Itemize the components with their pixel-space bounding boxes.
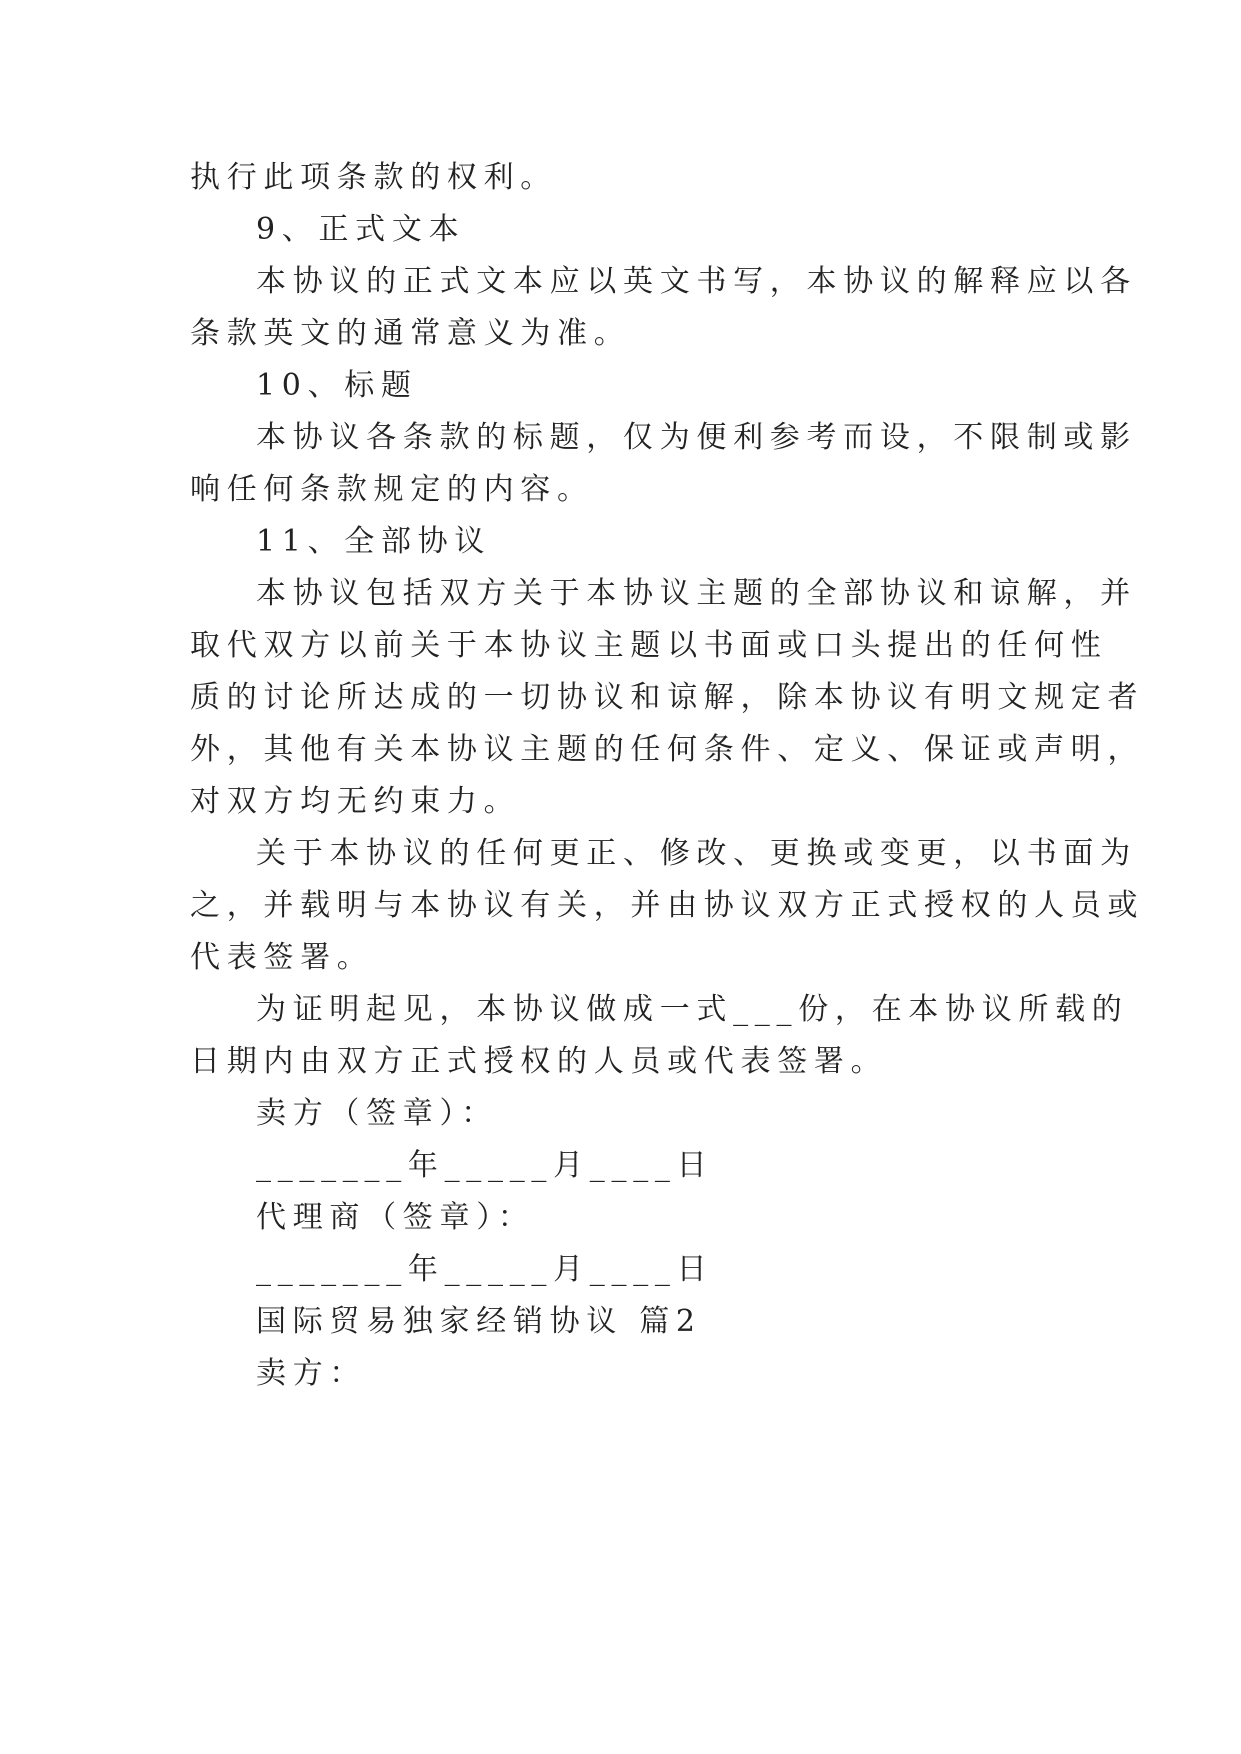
agent-date-line: _______年_____月____日: [256, 1252, 714, 1287]
agent-signature-label: 代理商（签章）：: [256, 1200, 535, 1235]
paragraph-line: 关于本协议的任何更正、修改、更换或变更，以书面为: [256, 836, 1137, 871]
seller-signature-label: 卖方（签章）：: [256, 1096, 498, 1131]
seller-label: 卖方：: [256, 1356, 367, 1391]
paragraph-line: 之，并载明与本协议有关，并由协议双方正式授权的人员或: [190, 888, 1145, 923]
next-agreement-title: 国际贸易独家经销协议 篇2: [256, 1304, 702, 1339]
paragraph-line: 日期内由双方正式授权的人员或代表签署。: [190, 1044, 888, 1079]
paragraph-line: 响任何条款规定的内容。: [190, 472, 594, 507]
paragraph-line: 执行此项条款的权利。: [190, 160, 557, 195]
seller-date-line: _______年_____月____日: [256, 1148, 714, 1183]
paragraph-line: 外，其他有关本协议主题的任何条件、定义、保证或声明，: [190, 732, 1145, 767]
paragraph-line: 对双方均无约束力。: [190, 784, 521, 819]
paragraph-line: 代表签署。: [190, 940, 374, 975]
paragraph-line: 本协议的正式文本应以英文书写，本协议的解释应以各: [256, 264, 1137, 299]
section-heading: 9、正式文本: [256, 212, 466, 247]
paragraph-line: 质的讨论所达成的一切协议和谅解，除本协议有明文规定者: [190, 680, 1145, 715]
section-heading: 10、标题: [256, 368, 418, 403]
paragraph-line: 为证明起见，本协议做成一式___份，在本协议所载的: [256, 992, 1129, 1027]
paragraph-line: 取代双方以前关于本协议主题以书面或口头提出的任何性: [190, 628, 1108, 663]
paragraph-line: 本协议各条款的标题，仅为便利参考而设，不限制或影: [256, 420, 1137, 455]
paragraph-line: 条款英文的通常意义为准。: [190, 316, 631, 351]
paragraph-line: 本协议包括双方关于本协议主题的全部协议和谅解，并: [256, 576, 1137, 611]
section-heading: 11、全部协议: [256, 524, 492, 559]
